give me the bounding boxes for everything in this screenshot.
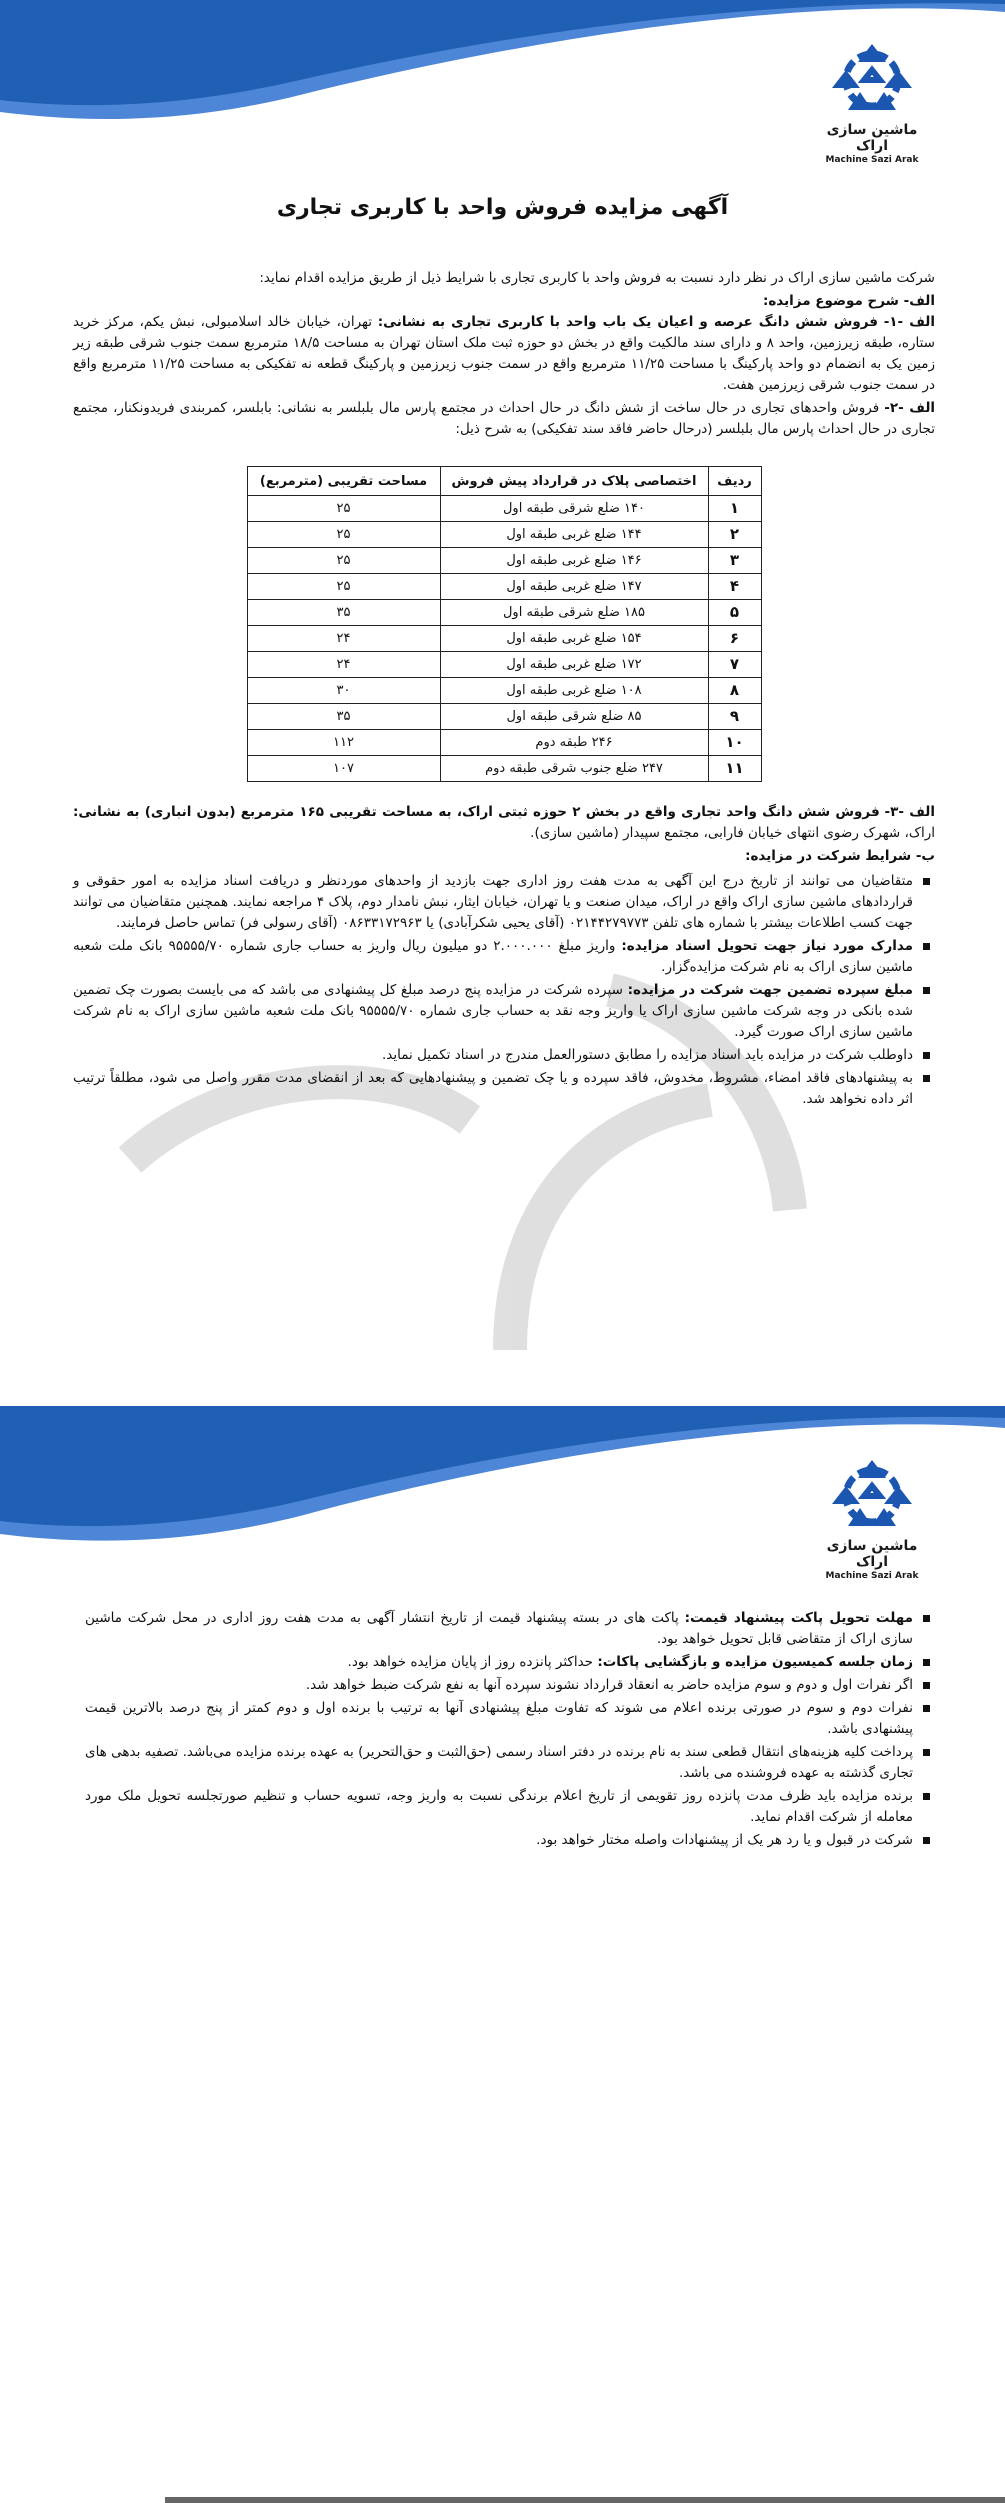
list-item bbox=[85, 1698, 913, 1740]
condition-lead: مبلغ سپرده تضمین جهت شرکت در مزایده: bbox=[627, 982, 913, 998]
row-area: ۲۴ bbox=[247, 652, 440, 678]
row-no: ۵ bbox=[708, 600, 761, 626]
condition-text: به پیشنهادهای فاقد امضاء، مشروط، مخدوش، فاقد سپرده و یا چک تضمین و پیشنهادهایی که بعد از انقضای مدت مقرر واصل می شود، مطلقاً ترتیب اثر داده نخواهد شد. bbox=[73, 1070, 913, 1107]
table-row bbox=[247, 704, 761, 730]
header-unit: اختصاصی پلاک در قرارداد پیش فروش bbox=[440, 467, 708, 496]
list-item bbox=[85, 1786, 913, 1828]
row-no: ۲ bbox=[708, 522, 761, 548]
row-area: ۱۱۲ bbox=[247, 730, 440, 756]
logo-name-fa: ماشین سازی اراک bbox=[826, 122, 918, 154]
condition-lead: زمان جلسه کمیسیون مزایده و بازگشایی پاکات: bbox=[597, 1654, 913, 1670]
header-row-no: ردیف bbox=[708, 467, 761, 496]
condition-lead: مهلت تحویل پاکت پیشنهاد قیمت: bbox=[684, 1610, 913, 1626]
table-row bbox=[247, 652, 761, 678]
row-unit: ۲۴۷ ضلع جنوب شرقی طبقه دوم bbox=[440, 756, 708, 782]
logo-name-fa: ماشین سازی اراک bbox=[826, 1538, 918, 1570]
logo-emblem-icon bbox=[824, 1456, 920, 1534]
condition-text: داوطلب شرکت در مزایده باید اسناد مزایده را مطابق دستورالعمل مندرج در اسناد تکمیل نماید. bbox=[381, 1047, 913, 1063]
item-1-text: تهران، خیابان خالد اسلامبولی، نبش یکم، مرکز خرید ستاره، طبقه زیرزمین، واحد ۸ و دارای سند مالکیت واقع در بخش دو حوزه ثبت ملک استان تهران به مساحت ۱۸/۵ مترمربع سمت جنوب شرقی طبقه زیر زمین یک به انضمام دو واحد پارکینگ با مساحت ۱۱/۲۵ مترمربع واقع در سمت جنوب زیرزمین و پارکینگ قطعه نه تفکیکی به مساحت ۱۱/۲۵ مترمربع واقع در سمت جنوب شرقی زیرزمین هفت. bbox=[73, 314, 935, 393]
page-gap bbox=[0, 1360, 1005, 1406]
conditions-list-page-2 bbox=[85, 1608, 935, 1851]
row-no: ۱۱ bbox=[708, 756, 761, 782]
row-area: ۳۵ bbox=[247, 600, 440, 626]
section-b-heading: ب- شرایط شرکت در مزایده: bbox=[745, 848, 935, 864]
condition-lead: مدارک مورد نیاز جهت تحویل اسناد مزایده: bbox=[621, 938, 914, 954]
row-area: ۲۵ bbox=[247, 574, 440, 600]
condition-text: حداکثر پانزده روز از پایان مزایده خواهد بود. bbox=[347, 1654, 594, 1670]
item-3-paragraph bbox=[73, 802, 935, 844]
row-area: ۲۴ bbox=[247, 626, 440, 652]
row-unit: ۱۰۸ ضلع غربی طبقه اول bbox=[440, 678, 708, 704]
item-3-label: الف -۳- bbox=[884, 804, 935, 820]
logo-emblem-icon bbox=[824, 40, 920, 118]
condition-text: متقاضیان می توانند از تاریخ درج این آگهی به مدت هفت روز اداری جهت بازدید از واحدهای موردنظر و دریافت اسناد مزایده به امور حقوقی و قراردادهای ماشین سازی اراک واقع در اراک، میدان صنعت و یا تهران، خیابان ایثار، نبش نامدار دوم، پلاک ۴ مراجعه نمایند. همچنین متقاضیان می توانند جهت کسب اطلاعات بیشتر با شماره های تلفن ۰۲۱۴۴۲۷۹۷۷۳ (آقای یحیی شکرآبادی) یا ۰۸۶۳۳۱۷۲۹۶۳ (آقای رسولی فر) تماس حاصل فرمایند. bbox=[73, 873, 913, 931]
company-logo bbox=[817, 40, 927, 166]
condition-text: پاکت های در بسته پیشنهاد قیمت از تاریخ انتشار آگهی به مدت هفت روز اداری در محل شرکت ماشین سازی اراک از متقاضی قابل تحویل خواهد بود. bbox=[85, 1610, 913, 1647]
table-row bbox=[247, 522, 761, 548]
item-2-label: الف -۲- bbox=[884, 400, 936, 416]
table-row bbox=[247, 730, 761, 756]
item-1-lead: فروش شش دانگ عرصه و اعیان یک باب واحد با کاربری تجاری به نشانی: bbox=[377, 314, 879, 330]
condition-text: نفرات دوم و سوم در صورتی برنده اعلام می شوند که تفاوت مبلغ پیشنهادی آنها به ترتیب با برنده اول و دوم کمتر از پنج درصد بالاترین قیمت پیشنهادی باشد. bbox=[85, 1700, 913, 1737]
page-title: آگهی مزایده فروش واحد با کاربری تجاری bbox=[276, 195, 729, 220]
row-no: ۳ bbox=[708, 548, 761, 574]
company-logo bbox=[817, 1456, 927, 1582]
table-row bbox=[247, 574, 761, 600]
row-unit: ۱۴۶ ضلع غربی طبقه اول bbox=[440, 548, 708, 574]
item-2-text: بابلسر، کمربندی فریدونکنار، مجتمع تجاری در حال احداث پارس مال بلبلسر (درحال حاضر فاقد سند تفکیکی) به شرح ذیل: bbox=[73, 400, 935, 437]
condition-text: واریز مبلغ ۲.۰۰۰.۰۰۰ دو میلیون ریال واریز به حساب جاری شماره ۹۵۵۵۵/۷۰ بانک ملت شعبه ماشین سازی اراک به نام شرکت مزایده‌گزار. bbox=[73, 938, 913, 975]
condition-text: برنده مزایده باید ظرف مدت پانزده روز تقویمی از تاریخ اعلام برندگی نسبت به واریز وجه، تسویه حساب و تنظیم صورتجلسه تحویل ملک مورد معامله از شرکت اقدام نماید. bbox=[85, 1788, 913, 1825]
row-unit: ۱۴۷ ضلع غربی طبقه اول bbox=[440, 574, 708, 600]
document-body-2 bbox=[85, 1604, 935, 1853]
intro-paragraph: شرکت ماشین سازی اراک در نظر دارد نسبت به فروش واحد با کاربری تجاری با شرایط ذیل از طریق مزایده اقدام نماید: bbox=[259, 270, 935, 286]
item-2-paragraph bbox=[73, 398, 935, 440]
condition-text: سپرده شرکت در مزایده پنج درصد مبلغ کل پیشنهادی می باشد که می بایست بصورت چک تضمین شده بانکی در وجه شرکت ماشین سازی اراک یا واریز وجه نقد به حساب جاری شماره ۹۵۵۵۵/۷۰ بانک ملت شعبه ماشین سازی اراک به نام شرکت ماشین سازی اراک صورت گیرد. bbox=[73, 982, 913, 1040]
row-unit: ۸۵ ضلع شرقی طبقه اول bbox=[440, 704, 708, 730]
table-row bbox=[247, 600, 761, 626]
row-no: ۷ bbox=[708, 652, 761, 678]
condition-text: اگر نفرات اول و دوم و سوم مزایده حاضر به انعقاد قرارداد نشوند سپرده آنها به نفع شرکت ضبط خواهد شد. bbox=[305, 1677, 913, 1693]
section-a-heading: الف- شرح موضوع مزایده: bbox=[762, 293, 935, 309]
logo-name-en: Machine Sazi Arak bbox=[825, 1571, 919, 1581]
list-item bbox=[85, 1652, 913, 1673]
units-table-header bbox=[247, 467, 761, 496]
table-row bbox=[247, 496, 761, 522]
condition-text: پرداخت کلیه هزینه‌های انتقال قطعی سند به نام برنده در دفتر اسناد رسمی (حق‌الثبت و حق‌التحریر) به عهده برنده مزایده می‌باشد. تصفیه بدهی های تجاری گذشته به عهده فروشنده می باشد. bbox=[85, 1744, 913, 1781]
row-area: ۱۰۷ bbox=[247, 756, 440, 782]
row-unit: ۱۸۵ ضلع شرقی طبقه اول bbox=[440, 600, 708, 626]
row-no: ۱۰ bbox=[708, 730, 761, 756]
row-no: ۶ bbox=[708, 626, 761, 652]
row-unit: ۱۵۴ ضلع غربی طبقه اول bbox=[440, 626, 708, 652]
condition-text: شرکت در قبول و یا رد هر یک از پیشنهادات واصله مختار خواهد بود. bbox=[536, 1832, 913, 1848]
logo-name-en: Machine Sazi Arak bbox=[825, 155, 919, 165]
row-unit: ۲۴۶ طبقه دوم bbox=[440, 730, 708, 756]
table-row bbox=[247, 626, 761, 652]
row-area: ۲۵ bbox=[247, 548, 440, 574]
list-item bbox=[85, 1742, 913, 1784]
row-area: ۲۵ bbox=[247, 496, 440, 522]
row-area: ۳۰ bbox=[247, 678, 440, 704]
row-area: ۲۵ bbox=[247, 522, 440, 548]
row-unit: ۱۷۲ ضلع غربی طبقه اول bbox=[440, 652, 708, 678]
row-unit: ۱۴۰ ضلع شرقی طبقه اول bbox=[440, 496, 708, 522]
item-2-lead: فروش واحدهای تجاری در حال ساخت از شش دانگ در حال احداث در مجتمع پارس مال بلبلسر به نشانی: bbox=[276, 400, 880, 416]
watermark-graphic bbox=[90, 950, 870, 1350]
item-1-paragraph bbox=[73, 312, 935, 396]
list-item bbox=[85, 1830, 913, 1851]
row-no: ۹ bbox=[708, 704, 761, 730]
item-3-lead: فروش شش دانگ واحد تجاری واقع در بخش ۲ حوزه ثبتی اراک، به مساحت تقریبی ۱۶۵ مترمربع (بدون انباری) به نشانی: bbox=[73, 804, 880, 820]
table-row bbox=[247, 678, 761, 704]
row-no: ۱ bbox=[708, 496, 761, 522]
table-row bbox=[247, 548, 761, 574]
row-unit: ۱۴۴ ضلع غربی طبقه اول bbox=[440, 522, 708, 548]
row-no: ۸ bbox=[708, 678, 761, 704]
list-item bbox=[85, 1675, 913, 1696]
item-1-label: الف -۱- bbox=[883, 314, 935, 330]
bottom-scrollbar[interactable] bbox=[165, 2497, 1005, 2503]
row-no: ۴ bbox=[708, 574, 761, 600]
item-3-text: اراک، شهرک رضوی انتهای خیابان فارابی، مجتمع سپیدار (ماشین سازی). bbox=[530, 825, 935, 841]
document-page-2 bbox=[0, 1406, 1005, 2503]
table-row bbox=[247, 756, 761, 782]
list-item bbox=[85, 1608, 913, 1650]
units-table bbox=[247, 466, 762, 782]
list-item bbox=[73, 871, 913, 934]
header-area: مساحت تقریبی (مترمربع) bbox=[247, 467, 440, 496]
row-area: ۳۵ bbox=[247, 704, 440, 730]
